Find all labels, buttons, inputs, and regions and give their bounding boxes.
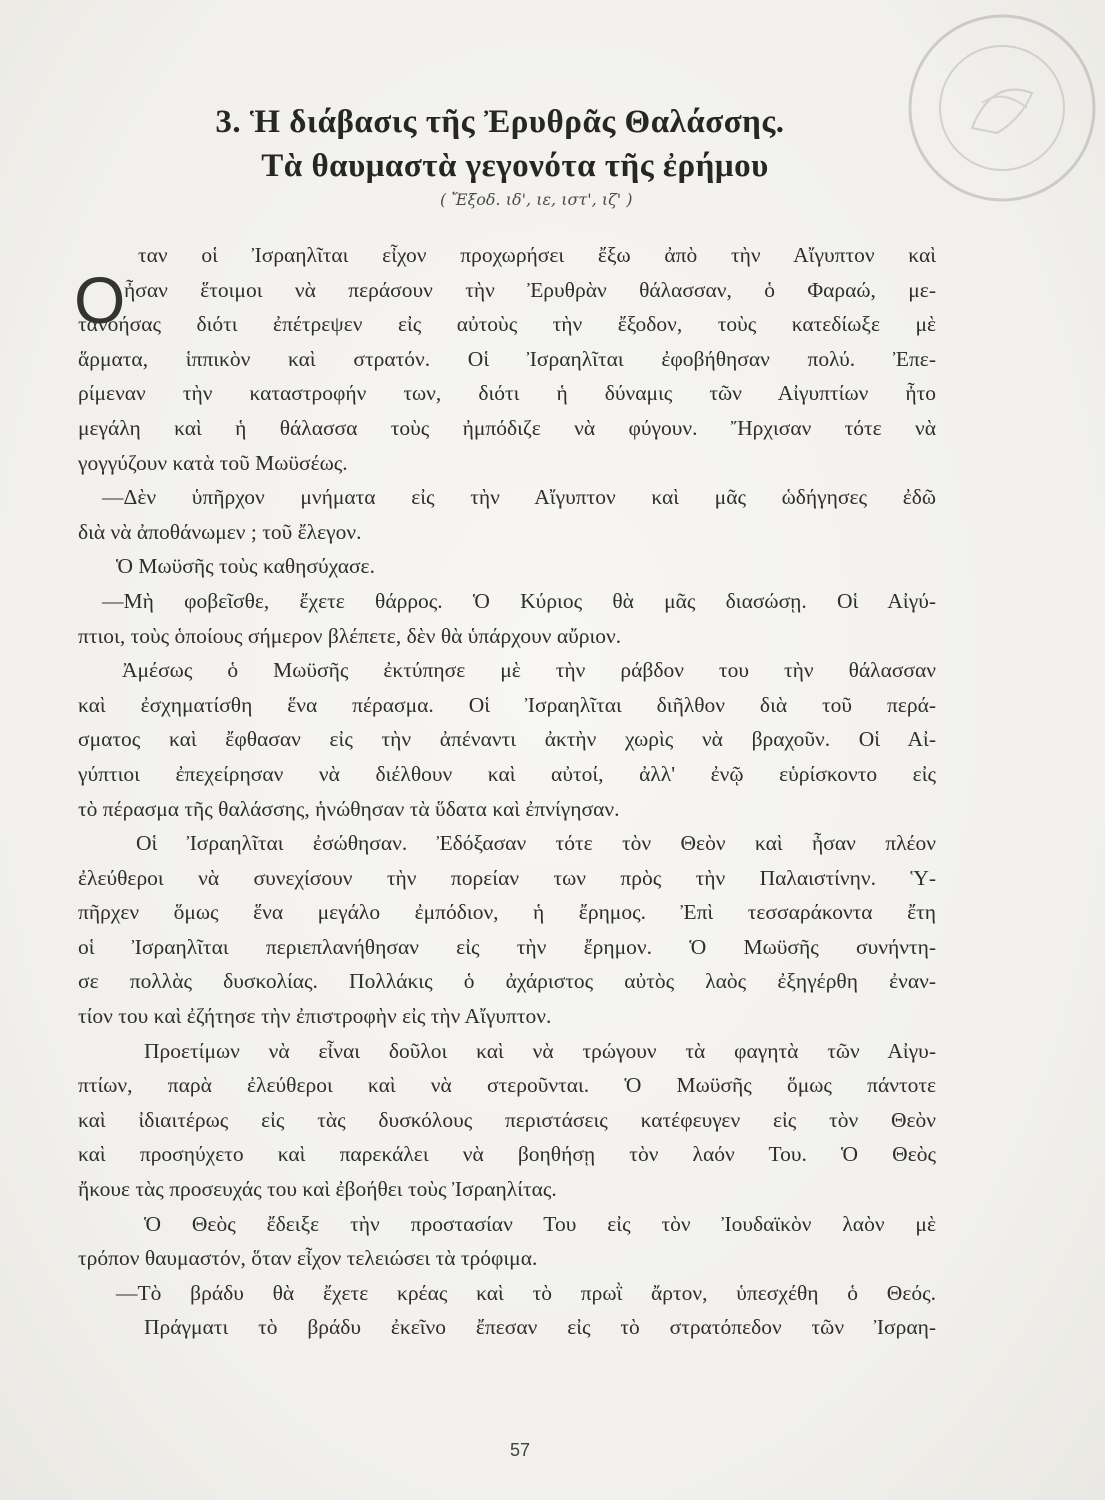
- text-line: ταν οἱ Ἰσραηλῖται εἶχον προχωρήσει ἔξω ἀπὸ τὴν Αἴγυπτον καὶ: [138, 243, 936, 267]
- text-line: ρίμεναν τὴν καταστροφήν των, διότι ἡ δύναμις τῶν Αἰγυπτίων ἦτο: [78, 381, 936, 406]
- text-line: —Μὴ φοβεῖσθε, ἔχετε θάρρος. Ὁ Κύριος θὰ μᾶς διασώσῃ. Οἱ Αἰγύ-: [102, 588, 936, 613]
- text-line: πτίων, παρὰ ἐλεύθεροι καὶ νὰ στεροῦνται. Ὁ Μωϋσῆς ὅμως πάντοτε: [78, 1073, 936, 1098]
- text-line: —Δὲν ὑπῆρχον μνήματα εἰς τὴν Αἴγυπτον καὶ μᾶς ὡδήγησες ἐδῶ: [102, 485, 936, 510]
- chapter-title: [150, 100, 850, 188]
- page-number: 57: [509, 1440, 531, 1460]
- library-stamp-icon: [902, 8, 1102, 208]
- text-line: ἤκουε τὰς προσευχάς του καὶ ἐβοήθει τοὺς Ἰσραηλίτας.: [78, 1177, 557, 1202]
- text-line: καὶ ἰδιαιτέρως εἰς τὰς δυσκόλους περιστάσεις κατέφευγεν εἰς τὸν Θεὸν: [78, 1107, 936, 1132]
- text-line: ἐλεύθεροι νὰ συνεχίσουν τὴν πορείαν των πρὸς τὴν Παλαιστίνην. Ὑ-: [78, 865, 936, 890]
- text-line: —Τὸ βράδυ θὰ ἔχετε κρέας καὶ τὸ πρωῒ ἄρτον, ὑπεσχέθη ὁ Θεός.: [116, 1280, 936, 1305]
- text-line: μεγάλη καὶ ἡ θάλασσα τοὺς ἠμπόδιζε νὰ φύγουν. Ἤρχισαν τότε νὰ: [78, 415, 936, 440]
- text-line: διὰ νὰ ἀποθάνωμεν ; τοῦ ἔλεγον.: [78, 519, 362, 544]
- text-line: ἦσαν ἕτοιμοι νὰ περάσουν τὴν Ἐρυθρὰν θάλασσαν, ὁ Φαραώ, με-: [124, 277, 936, 302]
- text-line: σματος καὶ ἔφθασαν εἰς τὴν ἀπέναντι ἀκτὴν χωρὶς νὰ βραχοῦν. Οἱ Αἰ-: [78, 727, 936, 752]
- text-line: Οἱ Ἰσραηλῖται ἐσώθησαν. Ἐδόξασαν τότε τὸν Θεὸν καὶ ἦσαν πλέον: [136, 831, 936, 856]
- text-line: Προετίμων νὰ εἶναι δοῦλοι καὶ νὰ τρώγουν τὰ φαγητὰ τῶν Αἰγυ-: [144, 1038, 936, 1063]
- scripture-reference: ( Ἔξοδ. ιδ', ιε, ιστ', ιζ' ): [440, 190, 633, 209]
- text-line: πῆρχεν ὅμως ἕνα μεγάλο ἐμπόδιον, ἡ ἔρημος. Ἐπὶ τεσσαράκοντα ἔτη: [78, 900, 936, 925]
- text-line: καὶ ἐσχηματίσθη ἕνα πέρασμα. Οἱ Ἰσραηλῖται διῆλθον διὰ τοῦ περά-: [78, 692, 936, 717]
- text-line: Ὁ Μωϋσῆς τοὺς καθησύχασε.: [116, 554, 375, 579]
- drop-cap-letter: Ο: [74, 263, 126, 337]
- text-line: γύπτιοι ἐπεχείρησαν νὰ διέλθουν καὶ αὐτοί, ἀλλ' ἐνῷ εὑρίσκοντο εἰς: [78, 761, 936, 786]
- text-line: οἱ Ἰσραηλῖται περιεπλανήθησαν εἰς τὴν ἔρημον. Ὁ Μωϋσῆς συνήντη-: [78, 934, 936, 959]
- text-line: γογγύζουν κατὰ τοῦ Μωϋσέως.: [78, 450, 348, 475]
- text-line: τίον του καὶ ἐζήτησε τὴν ἐπιστροφὴν εἰς τὴν Αἴγυπτον.: [78, 1004, 552, 1029]
- text-line: πτιοι, τοὺς ὁποίους σήμερον βλέπετε, δὲν θὰ ὑπάρχουν αὔριον.: [78, 623, 622, 648]
- text-line: σε πολλὰς δυσκολίας. Πολλάκις ὁ ἀχάριστος αὐτὸς λαὸς ἐξηγέρθη ἐναν-: [78, 969, 936, 994]
- text-line: τανοήσας διότι ἐπέτρεψεν εἰς αὐτοὺς τὴν ἔξοδον, τοὺς κατεδίωξε μὲ: [78, 312, 936, 337]
- text-line: καὶ προσηύχετο καὶ παρεκάλει νὰ βοηθήσῃ τὸν λαόν Του. Ὁ Θεὸς: [78, 1142, 936, 1167]
- text-line: ἅρματα, ἱππικὸν καὶ στρατόν. Οἱ Ἰσραηλῖται ἐφοβήθησαν πολύ. Ἐπε-: [78, 346, 936, 371]
- text-line: τὸ πέρασμα τῆς θαλάσσης, ἡνώθησαν τὰ ὕδατα καὶ ἐπνίγησαν.: [78, 796, 620, 821]
- chapter-title-line-2: Τὰ θαυμαστὰ γεγονότα τῆς ἐρήμου: [261, 148, 769, 184]
- text-line: τρόπον θαυμαστόν, ὅταν εἶχον τελειώσει τὰ τρόφιμα.: [78, 1246, 538, 1271]
- body-text: [74, 238, 936, 1345]
- text-line: Πράγματι τὸ βράδυ ἐκεῖνο ἔπεσαν εἰς τὸ στρατόπεδον τῶν Ἰσραη-: [144, 1315, 936, 1340]
- text-line: Ὁ Θεὸς ἔδειξε τὴν προστασίαν Του εἰς τὸν Ἰουδαϊκὸν λαὸν μὲ: [144, 1211, 936, 1236]
- text-line: Ἀμέσως ὁ Μωϋσῆς ἐκτύπησε μὲ τὴν ράβδον του τὴν θάλασσαν: [122, 658, 936, 683]
- chapter-title-line-1: 3. Ἡ διάβασις τῆς Ἐρυθρᾶς Θαλάσσης.: [215, 104, 785, 140]
